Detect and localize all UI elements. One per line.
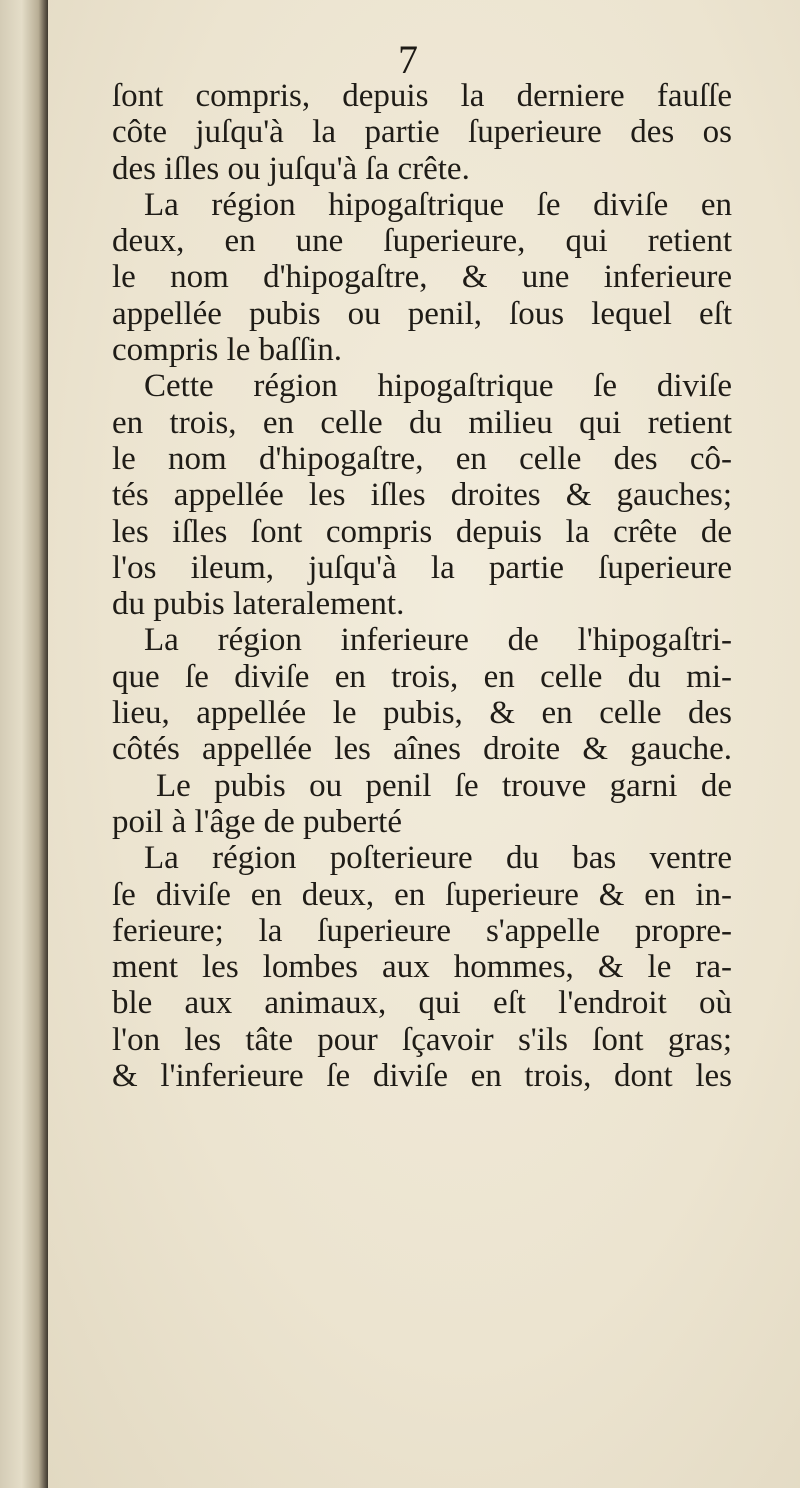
paragraph-start-line: Le pubis ou penil ſe trouve garni de — [156, 767, 732, 804]
text-line: compris le baſſin. — [112, 332, 343, 369]
text-line: appellée pubis ou penil, ſous lequel eſt — [112, 295, 732, 332]
book-binding-gutter — [0, 0, 48, 1488]
text-line: côtés appellée les aînes droite & gauche. — [112, 731, 732, 768]
text-line: ment les lombes aux hommes, & le ra- — [112, 949, 732, 986]
text-line: ſe diviſe en deux, en ſuperieure & en in- — [112, 876, 732, 913]
text-line: lieu, appellée le pubis, & en celle des — [112, 695, 732, 732]
page-text-block — [112, 78, 732, 1094]
text-line: l'os ileum, juſqu'à la partie ſuperieure — [112, 549, 732, 586]
paragraph-start-line: La région inferieure de l'hipogaſtri- — [144, 622, 732, 659]
text-line: ſont compris, depuis la derniere fauſſe — [112, 78, 732, 114]
text-line: le nom d'hipogaſtre, & une inferieure — [112, 259, 732, 296]
text-line: les iſles ſont compris depuis la crête de — [112, 513, 732, 550]
paragraph-start-line: Cette région hipogaſtrique ſe diviſe — [144, 368, 732, 405]
text-line: & l'inferieure ſe diviſe en trois, dont les — [112, 1058, 732, 1095]
text-line: le nom d'hipogaſtre, en celle des cô- — [112, 440, 732, 477]
text-line: l'on les tâte pour ſçavoir s'ils ſont gras; — [112, 1021, 732, 1058]
text-line: en trois, en celle du milieu qui retient — [112, 404, 732, 441]
text-line: ble aux animaux, qui eſt l'endroit où — [112, 985, 732, 1022]
text-line: des iſles ou juſqu'à ſa crête. — [112, 150, 470, 187]
page-number: 7 — [398, 37, 418, 82]
text-line: deux, en une ſuperieure, qui retient — [112, 223, 732, 260]
text-line: que ſe diviſe en trois, en celle du mi- — [112, 658, 732, 695]
paragraph-start-line: La région poſterieure du bas ventre — [144, 840, 732, 877]
text-line: du pubis lateralement. — [112, 586, 405, 623]
text-line: tés appellée les iſles droites & gauches; — [112, 477, 732, 514]
text-line: poil à l'âge de puberté — [112, 803, 402, 840]
paragraph-start-line: La région hipogaſtrique ſe diviſe en — [144, 186, 732, 223]
text-line: côte juſqu'à la partie ſuperieure des os — [112, 114, 732, 151]
text-line: ferieure; la ſuperieure s'appelle propre- — [112, 912, 732, 949]
